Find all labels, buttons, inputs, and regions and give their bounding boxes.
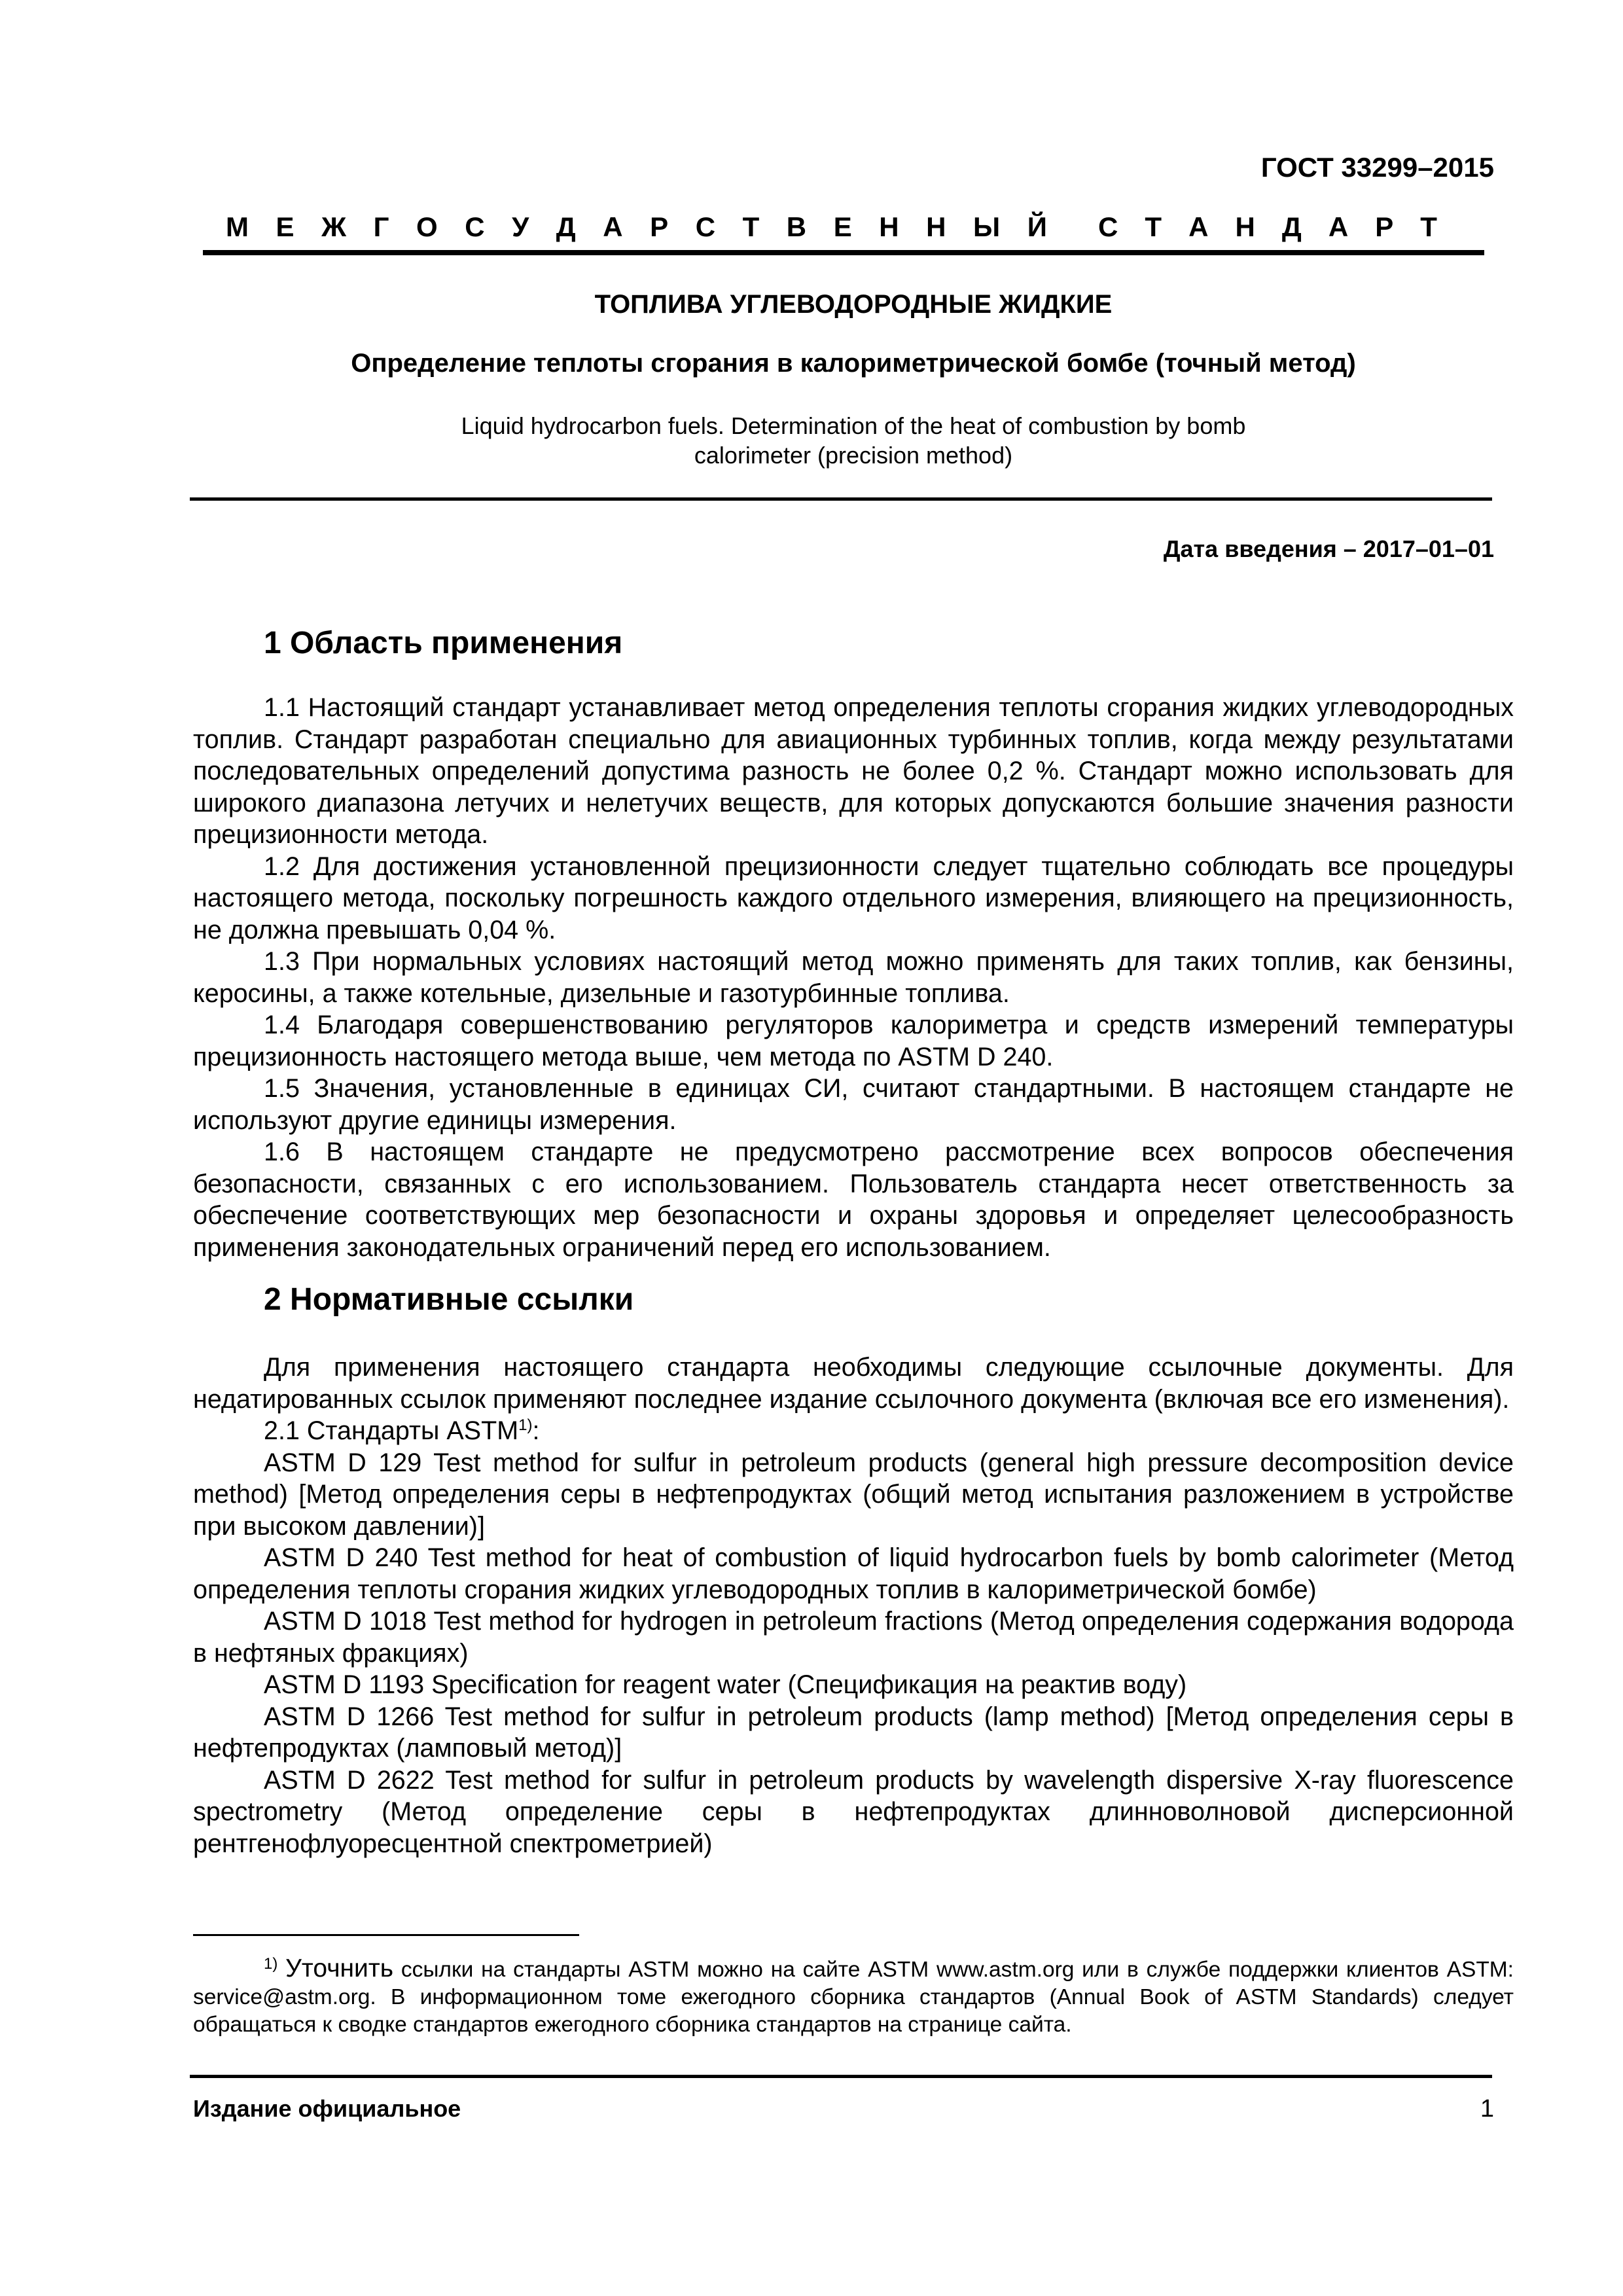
letter: В xyxy=(786,211,807,242)
letter: Т xyxy=(1420,211,1437,242)
paragraph-1-3: 1.3 При нормальных условиях настоящий метод можно применять для таких топлив, как бензины, керосины, а также котельные, дизельные и газотурбинные топлива. xyxy=(193,947,1514,1008)
letter: Ж xyxy=(321,211,347,242)
letter: Е xyxy=(833,211,852,242)
official-edition-label: Издание официальное xyxy=(193,2095,461,2122)
astm-standards-label: 2.1 Стандарты ASTM xyxy=(264,1416,519,1445)
footnote-body: ссылки на стандарты ASTM можно на сайте ASTM www.astm.org или в службе поддержки клиентов ASTM: service@astm.org. В информационном томе ежегодного сборника стандартов (Annual Book of ASTM Standards) следует обращаться к сводке стандартов ежегодного сборника стандартов на странице сайта. xyxy=(193,1958,1514,2037)
letter: Р xyxy=(1375,211,1394,242)
paragraph-1-4: 1.4 Благодаря совершенствованию регуляторов калориметра и средств измерений температуры прецизионность настоящего метода выше, чем метода по ASTM D 240. xyxy=(193,1011,1514,1071)
reference-item: ASTM D 240 Test method for heat of combustion of liquid hydrocarbon fuels by bomb calorimeter (Метод определения теплоты сгорания жидких углеводородных топлив в калориметрической бомбе) xyxy=(193,1543,1514,1604)
letter: Р xyxy=(650,211,669,242)
document-title: ТОПЛИВА УГЛЕВОДОРОДНЫЕ ЖИДКИЕ xyxy=(594,290,1113,319)
header-rule xyxy=(203,250,1484,255)
paragraph-1-6: 1.6 В настоящем стандарте не предусмотрено рассмотрение всех вопросов обеспечения безопасности, связанных с его использованием. Пользователь стандарта несет ответственность за обеспечение соответствующих мер безопасности и охраны здоровья и определяет целесообразность применения законодательных ограничений перед его использованием. xyxy=(193,1138,1514,1262)
title-rule xyxy=(190,497,1492,501)
footnote-lead: Уточнить xyxy=(285,1954,394,1982)
letter: С xyxy=(465,211,485,242)
footer-rule xyxy=(190,2075,1492,2078)
section-2-intro: Для применения настоящего стандарта необходимы следующие ссылочные документы. Для недатированных ссылок применяют последнее издание ссылочного документа (включая все его изменения). xyxy=(193,1353,1514,1414)
letter: У xyxy=(512,211,529,242)
paragraph-1-2: 1.2 Для достижения установленной прецизионности следует тщательно соблюдать все процедуры настоящего метода, поскольку погрешность каждого отдельного измерения, влияющего на прецизионность, не должна превышать 0,04 %. xyxy=(193,852,1514,944)
footnote-marker: 1) xyxy=(264,1954,278,1973)
letter: Д xyxy=(556,211,576,242)
reference-item: ASTM D 2622 Test method for sulfur in petroleum products by wavelength dispersive X-ray fluorescence spectrometry (Метод определение серы в нефтепродуктах длинноволновой дисперсионной рентгенофлуоресцентной спектрометрией) xyxy=(193,1765,1514,1858)
document-number: ГОСТ 33299–2015 xyxy=(1260,152,1494,183)
letter: Е xyxy=(276,211,294,242)
letter: А xyxy=(1188,211,1209,242)
page-number: 1 xyxy=(1480,2095,1494,2123)
paragraph-1-1: 1.1 Настоящий стандарт устанавливает метод определения теплоты сгорания жидких углеводородных топлив. Стандарт разработан специально для авиационных турбинных топлив, когда между результатами последовательных определений допустима разность не более 0,2 %. Стандарт можно использовать для широкого диапазона летучих и нелетучих веществ, для которых допускаются большие значения разности прецизионности метода. xyxy=(193,693,1514,849)
standard-type-word xyxy=(226,211,1047,244)
letter: А xyxy=(1328,211,1349,242)
astm-standards-heading xyxy=(193,1415,1514,1447)
reference-item: ASTM D 1266 Test method for sulfur in petroleum products (lamp method) [Метод определения серы в нефтепродуктах (ламповый метод)] xyxy=(193,1702,1514,1763)
letter: С xyxy=(695,211,716,242)
letter: Й xyxy=(1027,211,1047,242)
standard-word xyxy=(1098,211,1437,244)
english-title-line-2: calorimeter (precision method) xyxy=(694,442,1013,469)
letter: С xyxy=(1098,211,1118,242)
introduction-date: Дата введения – 2017–01–01 xyxy=(1163,535,1494,562)
document-subtitle: Определение теплоты сгорания в калориметрической бомбе (точный метод) xyxy=(351,349,1356,378)
letter: Т xyxy=(742,211,760,242)
letter: Д xyxy=(1281,211,1302,242)
section-2-heading: 2 Нормативные ссылки xyxy=(264,1282,634,1317)
letter: Н xyxy=(1235,211,1255,242)
footnote-reference[interactable]: 1) xyxy=(518,1416,533,1434)
reference-item: ASTM D 1193 Specification for reagent water (Спецификация на реактив воду) xyxy=(264,1670,1187,1699)
letter: Ы xyxy=(973,211,1001,242)
section-1-body xyxy=(193,692,1514,1263)
letter: М xyxy=(226,211,249,242)
footnote-text xyxy=(193,1955,1514,2039)
astm-standards-colon: : xyxy=(532,1416,540,1445)
english-title-line-1: Liquid hydrocarbon fuels. Determination of the heat of combustion by bomb xyxy=(461,412,1246,439)
section-2-body xyxy=(193,1352,1514,1859)
reference-item: ASTM D 129 Test method for sulfur in petroleum products (general high pressure decomposition device method) [Метод определения серы в нефтепродуктах (общий метод испытания разложением в устройстве при высоком давлении)] xyxy=(193,1448,1514,1541)
letter: Т xyxy=(1145,211,1162,242)
footnote-separator xyxy=(193,1934,579,1936)
letter: Г xyxy=(373,211,389,242)
letter: Н xyxy=(879,211,899,242)
paragraph-1-5: 1.5 Значения, установленные в единицах СИ, считают стандартными. В настоящем стандарте не используют другие единицы измерения. xyxy=(193,1074,1514,1135)
reference-item: ASTM D 1018 Test method for hydrogen in petroleum fractions (Метод определения содержания водорода в нефтяных фракциях) xyxy=(193,1607,1514,1668)
letter: О xyxy=(416,211,438,242)
letter: Н xyxy=(926,211,946,242)
footnote xyxy=(193,1955,1514,2039)
letter: А xyxy=(603,211,623,242)
section-1-heading: 1 Область применения xyxy=(264,626,623,660)
